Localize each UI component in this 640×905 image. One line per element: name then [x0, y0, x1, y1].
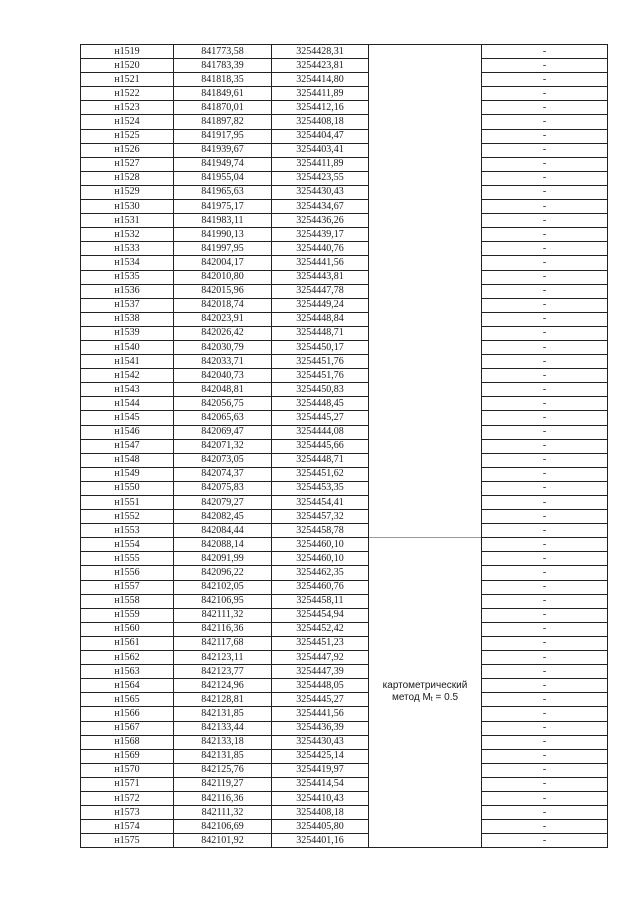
point-id-cell: н1572: [81, 791, 174, 805]
table-row: [81, 439, 608, 453]
point-id-cell: н1543: [81, 383, 174, 397]
x-coordinate-cell: 841955,04: [174, 171, 272, 185]
point-id-cell: н1549: [81, 467, 174, 481]
x-coordinate-cell: 842075,83: [174, 481, 272, 495]
dash-cell: -: [482, 749, 608, 763]
x-coordinate-cell: 841783,39: [174, 59, 272, 73]
y-coordinate-cell: 3254444,08: [272, 425, 369, 439]
table-row: [81, 355, 608, 369]
point-id-cell: н1548: [81, 453, 174, 467]
x-coordinate-cell: 841997,95: [174, 242, 272, 256]
x-coordinate-cell: 841818,35: [174, 73, 272, 87]
dash-cell: -: [482, 73, 608, 87]
point-id-cell: н1533: [81, 242, 174, 256]
table-row: [81, 228, 608, 242]
x-coordinate-cell: 842111,32: [174, 806, 272, 820]
dash-cell: -: [482, 87, 608, 101]
point-id-cell: н1534: [81, 256, 174, 270]
x-coordinate-cell: 842123,77: [174, 665, 272, 679]
point-id-cell: н1541: [81, 355, 174, 369]
y-coordinate-cell: 3254451,76: [272, 355, 369, 369]
point-id-cell: н1537: [81, 298, 174, 312]
point-id-cell: н1558: [81, 594, 174, 608]
dash-cell: -: [482, 59, 608, 73]
x-coordinate-cell: 842071,32: [174, 439, 272, 453]
dash-cell: -: [482, 157, 608, 171]
table-row: [81, 791, 608, 805]
dash-cell: -: [482, 411, 608, 425]
point-id-cell: н1544: [81, 397, 174, 411]
dash-cell: -: [482, 806, 608, 820]
y-coordinate-cell: 3254451,23: [272, 636, 369, 650]
y-coordinate-cell: 3254454,41: [272, 496, 369, 510]
x-coordinate-cell: 842106,69: [174, 820, 272, 834]
table-row: [81, 679, 608, 693]
table-row: [81, 806, 608, 820]
table-row: [81, 834, 608, 848]
point-id-cell: н1536: [81, 284, 174, 298]
point-id-cell: н1535: [81, 270, 174, 284]
point-id-cell: н1525: [81, 129, 174, 143]
table-row: [81, 707, 608, 721]
dash-cell: -: [482, 622, 608, 636]
table-row: [81, 693, 608, 707]
dash-cell: -: [482, 693, 608, 707]
table-row: [81, 425, 608, 439]
dash-cell: -: [482, 496, 608, 510]
table-row: [81, 200, 608, 214]
y-coordinate-cell: 3254449,24: [272, 298, 369, 312]
dash-cell: -: [482, 552, 608, 566]
table-row: [81, 298, 608, 312]
table-row: [81, 594, 608, 608]
table-row: [81, 763, 608, 777]
dash-cell: -: [482, 820, 608, 834]
y-coordinate-cell: 3254452,42: [272, 622, 369, 636]
x-coordinate-cell: 842079,27: [174, 496, 272, 510]
table-row: [81, 552, 608, 566]
x-coordinate-cell: 841849,61: [174, 87, 272, 101]
dash-cell: -: [482, 594, 608, 608]
dash-cell: -: [482, 284, 608, 298]
y-coordinate-cell: 3254439,17: [272, 228, 369, 242]
y-coordinate-cell: 3254440,76: [272, 242, 369, 256]
y-coordinate-cell: 3254414,54: [272, 777, 369, 791]
x-coordinate-cell: 841983,11: [174, 214, 272, 228]
point-id-cell: н1551: [81, 496, 174, 510]
point-id-cell: н1575: [81, 834, 174, 848]
x-coordinate-cell: 842082,45: [174, 510, 272, 524]
dash-cell: -: [482, 721, 608, 735]
table-row: [81, 171, 608, 185]
point-id-cell: н1560: [81, 622, 174, 636]
table-row: [81, 45, 608, 59]
dash-cell: -: [482, 242, 608, 256]
y-coordinate-cell: 3254460,76: [272, 580, 369, 594]
point-id-cell: н1545: [81, 411, 174, 425]
dash-cell: -: [482, 143, 608, 157]
table-row: [81, 101, 608, 115]
table-row: [81, 622, 608, 636]
x-coordinate-cell: 842026,42: [174, 326, 272, 340]
dash-cell: -: [482, 355, 608, 369]
coordinates-table: [80, 44, 608, 848]
point-id-cell: н1567: [81, 721, 174, 735]
dash-cell: -: [482, 777, 608, 791]
point-id-cell: н1569: [81, 749, 174, 763]
table-row: [81, 129, 608, 143]
y-coordinate-cell: 3254460,10: [272, 538, 369, 552]
y-coordinate-cell: 3254447,39: [272, 665, 369, 679]
table-row: [81, 467, 608, 481]
point-id-cell: н1528: [81, 171, 174, 185]
table-row: [81, 453, 608, 467]
x-coordinate-cell: 841917,95: [174, 129, 272, 143]
dash-cell: -: [482, 538, 608, 552]
point-id-cell: н1573: [81, 806, 174, 820]
dash-cell: -: [482, 608, 608, 622]
x-coordinate-cell: 842106,95: [174, 594, 272, 608]
dash-cell: -: [482, 665, 608, 679]
point-id-cell: н1554: [81, 538, 174, 552]
dash-cell: -: [482, 256, 608, 270]
point-id-cell: н1565: [81, 693, 174, 707]
x-coordinate-cell: 842133,18: [174, 735, 272, 749]
y-coordinate-cell: 3254430,43: [272, 735, 369, 749]
table-row: [81, 242, 608, 256]
point-id-cell: н1568: [81, 735, 174, 749]
x-coordinate-cell: 842116,36: [174, 622, 272, 636]
x-coordinate-cell: 842102,05: [174, 580, 272, 594]
y-coordinate-cell: 3254441,56: [272, 707, 369, 721]
y-coordinate-cell: 3254430,43: [272, 185, 369, 199]
y-coordinate-cell: 3254401,16: [272, 834, 369, 848]
table-row: [81, 608, 608, 622]
x-coordinate-cell: 842073,05: [174, 453, 272, 467]
table-row: [81, 256, 608, 270]
dash-cell: -: [482, 566, 608, 580]
point-id-cell: н1540: [81, 340, 174, 354]
table-row: [81, 284, 608, 298]
y-coordinate-cell: 3254458,78: [272, 524, 369, 538]
point-id-cell: н1529: [81, 185, 174, 199]
table-row: [81, 312, 608, 326]
dash-cell: -: [482, 510, 608, 524]
point-id-cell: н1556: [81, 566, 174, 580]
method-note-line2-suffix: = 0.5: [432, 691, 459, 703]
dash-cell: -: [482, 481, 608, 495]
table-row: [81, 115, 608, 129]
x-coordinate-cell: 842056,75: [174, 397, 272, 411]
table-row: [81, 214, 608, 228]
point-id-cell: н1574: [81, 820, 174, 834]
point-id-cell: н1553: [81, 524, 174, 538]
x-coordinate-cell: 842040,73: [174, 369, 272, 383]
dash-cell: -: [482, 763, 608, 777]
y-coordinate-cell: 3254450,17: [272, 340, 369, 354]
x-coordinate-cell: 842128,81: [174, 693, 272, 707]
y-coordinate-cell: 3254441,56: [272, 256, 369, 270]
y-coordinate-cell: 3254428,31: [272, 45, 369, 59]
x-coordinate-cell: 842111,32: [174, 608, 272, 622]
y-coordinate-cell: 3254460,10: [272, 552, 369, 566]
dash-cell: -: [482, 453, 608, 467]
x-coordinate-cell: 842048,81: [174, 383, 272, 397]
x-coordinate-cell: 842018,74: [174, 298, 272, 312]
dash-cell: -: [482, 383, 608, 397]
method-note-subscript: t: [430, 695, 433, 703]
point-id-cell: н1538: [81, 312, 174, 326]
dash-cell: -: [482, 171, 608, 185]
point-id-cell: н1566: [81, 707, 174, 721]
point-id-cell: н1542: [81, 369, 174, 383]
table-row: [81, 721, 608, 735]
method-note: [369, 680, 481, 706]
point-id-cell: н1561: [81, 636, 174, 650]
x-coordinate-cell: 841990,13: [174, 228, 272, 242]
point-id-cell: н1519: [81, 45, 174, 59]
point-id-cell: н1526: [81, 143, 174, 157]
table-row: [81, 383, 608, 397]
y-coordinate-cell: 3254405,80: [272, 820, 369, 834]
dash-cell: -: [482, 200, 608, 214]
y-coordinate-cell: 3254462,35: [272, 566, 369, 580]
point-id-cell: н1563: [81, 665, 174, 679]
y-coordinate-cell: 3254445,27: [272, 411, 369, 425]
table-row: [81, 651, 608, 665]
dash-cell: -: [482, 45, 608, 59]
point-id-cell: н1557: [81, 580, 174, 594]
dash-cell: -: [482, 524, 608, 538]
table-row: [81, 270, 608, 284]
y-coordinate-cell: 3254411,89: [272, 87, 369, 101]
y-coordinate-cell: 3254448,71: [272, 326, 369, 340]
x-coordinate-cell: 841773,58: [174, 45, 272, 59]
x-coordinate-cell: 842101,92: [174, 834, 272, 848]
y-coordinate-cell: 3254453,35: [272, 481, 369, 495]
method-note-line2-prefix: метод M: [391, 691, 431, 703]
y-coordinate-cell: 3254436,39: [272, 721, 369, 735]
x-coordinate-cell: 841870,01: [174, 101, 272, 115]
method-note-cell: [369, 538, 482, 848]
y-coordinate-cell: 3254451,76: [272, 369, 369, 383]
point-id-cell: н1552: [81, 510, 174, 524]
x-coordinate-cell: 841939,67: [174, 143, 272, 157]
table-row: [81, 524, 608, 538]
coordinates-sheet: [80, 44, 602, 848]
x-coordinate-cell: 842088,14: [174, 538, 272, 552]
table-row: [81, 510, 608, 524]
y-coordinate-cell: 3254457,32: [272, 510, 369, 524]
dash-cell: -: [482, 834, 608, 848]
table-row: [81, 665, 608, 679]
x-coordinate-cell: 842091,99: [174, 552, 272, 566]
table-row: [81, 777, 608, 791]
point-id-cell: н1546: [81, 425, 174, 439]
dash-cell: -: [482, 228, 608, 242]
y-coordinate-cell: 3254419,97: [272, 763, 369, 777]
dash-cell: -: [482, 101, 608, 115]
dash-cell: -: [482, 312, 608, 326]
table-row: [81, 143, 608, 157]
table-row: [81, 820, 608, 834]
x-coordinate-cell: 842116,36: [174, 791, 272, 805]
point-id-cell: н1539: [81, 326, 174, 340]
point-id-cell: н1531: [81, 214, 174, 228]
table-row: [81, 580, 608, 594]
table-row: [81, 481, 608, 495]
table-row: [81, 411, 608, 425]
x-coordinate-cell: 842074,37: [174, 467, 272, 481]
dash-cell: -: [482, 397, 608, 411]
point-id-cell: н1522: [81, 87, 174, 101]
table-row: [81, 157, 608, 171]
dash-cell: -: [482, 340, 608, 354]
dash-cell: -: [482, 129, 608, 143]
y-coordinate-cell: 3254443,81: [272, 270, 369, 284]
y-coordinate-cell: 3254445,66: [272, 439, 369, 453]
y-coordinate-cell: 3254408,18: [272, 806, 369, 820]
dash-cell: -: [482, 369, 608, 383]
table-row: [81, 340, 608, 354]
dash-cell: -: [482, 651, 608, 665]
x-coordinate-cell: 841949,74: [174, 157, 272, 171]
y-coordinate-cell: 3254410,43: [272, 791, 369, 805]
y-coordinate-cell: 3254412,16: [272, 101, 369, 115]
point-id-cell: н1527: [81, 157, 174, 171]
point-id-cell: н1524: [81, 115, 174, 129]
point-id-cell: н1562: [81, 651, 174, 665]
point-id-cell: н1564: [81, 679, 174, 693]
point-id-cell: н1523: [81, 101, 174, 115]
point-id-cell: н1555: [81, 552, 174, 566]
y-coordinate-cell: 3254403,41: [272, 143, 369, 157]
dash-cell: -: [482, 298, 608, 312]
table-row: [81, 749, 608, 763]
x-coordinate-cell: 842119,27: [174, 777, 272, 791]
dash-cell: -: [482, 636, 608, 650]
y-coordinate-cell: 3254411,89: [272, 157, 369, 171]
x-coordinate-cell: 842004,17: [174, 256, 272, 270]
y-coordinate-cell: 3254451,62: [272, 467, 369, 481]
point-id-cell: н1521: [81, 73, 174, 87]
point-id-cell: н1571: [81, 777, 174, 791]
dash-cell: -: [482, 425, 608, 439]
method-note-line1: картометрический: [382, 679, 468, 691]
table-row: [81, 59, 608, 73]
table-row: [81, 496, 608, 510]
y-coordinate-cell: 3254448,71: [272, 453, 369, 467]
x-coordinate-cell: 842125,76: [174, 763, 272, 777]
table-row: [81, 185, 608, 199]
x-coordinate-cell: 842069,47: [174, 425, 272, 439]
dash-cell: -: [482, 707, 608, 721]
y-coordinate-cell: 3254450,83: [272, 383, 369, 397]
table-row: [81, 538, 608, 552]
x-coordinate-cell: 842030,79: [174, 340, 272, 354]
point-id-cell: н1530: [81, 200, 174, 214]
method-cell-upper: [369, 45, 482, 538]
point-id-cell: н1532: [81, 228, 174, 242]
table-row: [81, 369, 608, 383]
y-coordinate-cell: 3254436,26: [272, 214, 369, 228]
y-coordinate-cell: 3254454,94: [272, 608, 369, 622]
x-coordinate-cell: 842117,68: [174, 636, 272, 650]
point-id-cell: н1570: [81, 763, 174, 777]
y-coordinate-cell: 3254404,47: [272, 129, 369, 143]
y-coordinate-cell: 3254445,27: [272, 693, 369, 707]
point-id-cell: н1550: [81, 481, 174, 495]
x-coordinate-cell: 842023,91: [174, 312, 272, 326]
table-row: [81, 566, 608, 580]
x-coordinate-cell: 842124,96: [174, 679, 272, 693]
point-id-cell: н1559: [81, 608, 174, 622]
x-coordinate-cell: 842131,85: [174, 707, 272, 721]
dash-cell: -: [482, 735, 608, 749]
x-coordinate-cell: 842015,96: [174, 284, 272, 298]
table-row: [81, 397, 608, 411]
y-coordinate-cell: 3254425,14: [272, 749, 369, 763]
dash-cell: -: [482, 679, 608, 693]
x-coordinate-cell: 841965,63: [174, 185, 272, 199]
table-row: [81, 87, 608, 101]
y-coordinate-cell: 3254434,67: [272, 200, 369, 214]
coordinates-table-body: [81, 45, 608, 848]
x-coordinate-cell: 842123,11: [174, 651, 272, 665]
y-coordinate-cell: 3254423,55: [272, 171, 369, 185]
dash-cell: -: [482, 214, 608, 228]
table-row: [81, 636, 608, 650]
x-coordinate-cell: 842096,22: [174, 566, 272, 580]
dash-cell: -: [482, 270, 608, 284]
y-coordinate-cell: 3254458,11: [272, 594, 369, 608]
x-coordinate-cell: 842084,44: [174, 524, 272, 538]
x-coordinate-cell: 842010,80: [174, 270, 272, 284]
point-id-cell: н1547: [81, 439, 174, 453]
dash-cell: -: [482, 467, 608, 481]
y-coordinate-cell: 3254414,80: [272, 73, 369, 87]
dash-cell: -: [482, 115, 608, 129]
x-coordinate-cell: 842133,44: [174, 721, 272, 735]
y-coordinate-cell: 3254447,78: [272, 284, 369, 298]
x-coordinate-cell: 841897,82: [174, 115, 272, 129]
y-coordinate-cell: 3254448,05: [272, 679, 369, 693]
point-id-cell: н1520: [81, 59, 174, 73]
x-coordinate-cell: 842033,71: [174, 355, 272, 369]
y-coordinate-cell: 3254408,18: [272, 115, 369, 129]
dash-cell: -: [482, 439, 608, 453]
x-coordinate-cell: 841975,17: [174, 200, 272, 214]
y-coordinate-cell: 3254448,84: [272, 312, 369, 326]
y-coordinate-cell: 3254447,92: [272, 651, 369, 665]
dash-cell: -: [482, 791, 608, 805]
table-row: [81, 326, 608, 340]
x-coordinate-cell: 842065,63: [174, 411, 272, 425]
x-coordinate-cell: 842131,85: [174, 749, 272, 763]
table-row: [81, 73, 608, 87]
table-row: [81, 735, 608, 749]
dash-cell: -: [482, 580, 608, 594]
y-coordinate-cell: 3254423,81: [272, 59, 369, 73]
y-coordinate-cell: 3254448,45: [272, 397, 369, 411]
dash-cell: -: [482, 185, 608, 199]
dash-cell: -: [482, 326, 608, 340]
